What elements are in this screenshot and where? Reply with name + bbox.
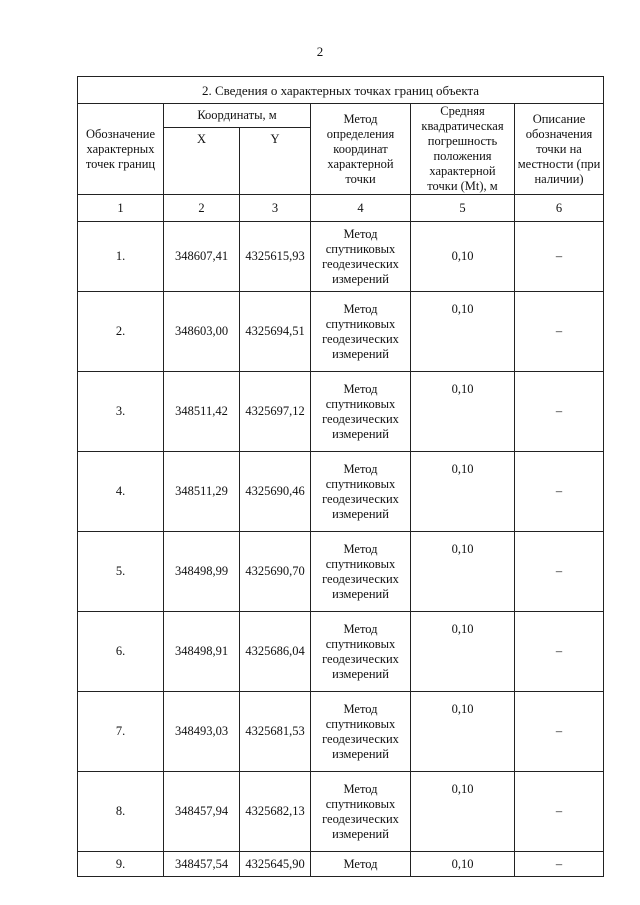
column-number: 4 [311, 195, 411, 222]
accuracy-mt: 0,10 [411, 372, 515, 452]
method: Метод спутниковых геодезических измерений [311, 532, 411, 612]
header-description: Описание обозначения точки на местности (при наличии) [515, 104, 604, 195]
accuracy-mt: 0,10 [411, 692, 515, 772]
point-id: 8. [78, 772, 164, 852]
header-y: Y [240, 128, 311, 195]
method: Метод спутниковых геодезических измерений [311, 222, 411, 292]
description: – [515, 372, 604, 452]
table-row [78, 612, 604, 692]
description: – [515, 532, 604, 612]
accuracy-mt: 0,10 [411, 222, 515, 292]
method: Метод спутниковых геодезических измерений [311, 612, 411, 692]
method: Метод спутниковых геодезических измерений [311, 372, 411, 452]
accuracy-mt: 0,10 [411, 452, 515, 532]
header-x: X [164, 128, 240, 195]
coord-y: 4325682,13 [240, 772, 311, 852]
coord-y: 4325686,04 [240, 612, 311, 692]
table-row [78, 692, 604, 772]
accuracy-mt: 0,10 [411, 612, 515, 692]
description: – [515, 292, 604, 372]
coord-x: 348603,00 [164, 292, 240, 372]
header-method: Метод определения координат характерной точки [311, 104, 411, 195]
table-row [78, 222, 604, 292]
column-number: 2 [164, 195, 240, 222]
header-point-designation: Обозначение характерных точек границ [78, 104, 164, 195]
point-id: 4. [78, 452, 164, 532]
table-row [78, 772, 604, 852]
column-number: 5 [411, 195, 515, 222]
point-id: 7. [78, 692, 164, 772]
coord-x: 348493,03 [164, 692, 240, 772]
coord-y: 4325690,46 [240, 452, 311, 532]
table-row [78, 292, 604, 372]
coord-x: 348457,54 [164, 852, 240, 877]
column-number: 3 [240, 195, 311, 222]
coord-x: 348511,29 [164, 452, 240, 532]
method: Метод спутниковых геодезических измерений [311, 452, 411, 532]
description: – [515, 612, 604, 692]
method: Метод [311, 852, 411, 877]
column-number: 6 [515, 195, 604, 222]
point-id: 2. [78, 292, 164, 372]
table-row [78, 372, 604, 452]
accuracy-mt: 0,10 [411, 772, 515, 852]
coord-x: 348457,94 [164, 772, 240, 852]
coord-y: 4325694,51 [240, 292, 311, 372]
coord-x: 348511,42 [164, 372, 240, 452]
point-id: 1. [78, 222, 164, 292]
coord-y: 4325645,90 [240, 852, 311, 877]
method: Метод спутниковых геодезических измерений [311, 692, 411, 772]
method: Метод спутниковых геодезических измерений [311, 292, 411, 372]
accuracy-mt: 0,10 [411, 532, 515, 612]
coord-y: 4325690,70 [240, 532, 311, 612]
boundary-points-table [77, 76, 604, 877]
description: – [515, 692, 604, 772]
coord-y: 4325615,93 [240, 222, 311, 292]
description: – [515, 852, 604, 877]
accuracy-mt: 0,10 [411, 852, 515, 877]
column-number: 1 [78, 195, 164, 222]
table-row [78, 532, 604, 612]
description: – [515, 222, 604, 292]
coord-y: 4325697,12 [240, 372, 311, 452]
accuracy-mt: 0,10 [411, 292, 515, 372]
coord-y: 4325681,53 [240, 692, 311, 772]
point-id: 3. [78, 372, 164, 452]
point-id: 5. [78, 532, 164, 612]
coord-x: 348498,99 [164, 532, 240, 612]
page-number: 2 [316, 44, 324, 59]
description: – [515, 772, 604, 852]
coord-x: 348607,41 [164, 222, 240, 292]
coord-x: 348498,91 [164, 612, 240, 692]
column-number-row [78, 195, 604, 222]
table-row [78, 452, 604, 532]
point-id: 6. [78, 612, 164, 692]
header-accuracy: Средняя квадратическая погрешность положения характерной точки (Mt), м [411, 104, 515, 195]
table-caption: 2. Сведения о характерных точках границ объекта [78, 77, 604, 104]
table-row [78, 852, 604, 877]
method: Метод спутниковых геодезических измерений [311, 772, 411, 852]
point-id: 9. [78, 852, 164, 877]
description: – [515, 452, 604, 532]
header-coordinates: Координаты, м [164, 104, 311, 128]
